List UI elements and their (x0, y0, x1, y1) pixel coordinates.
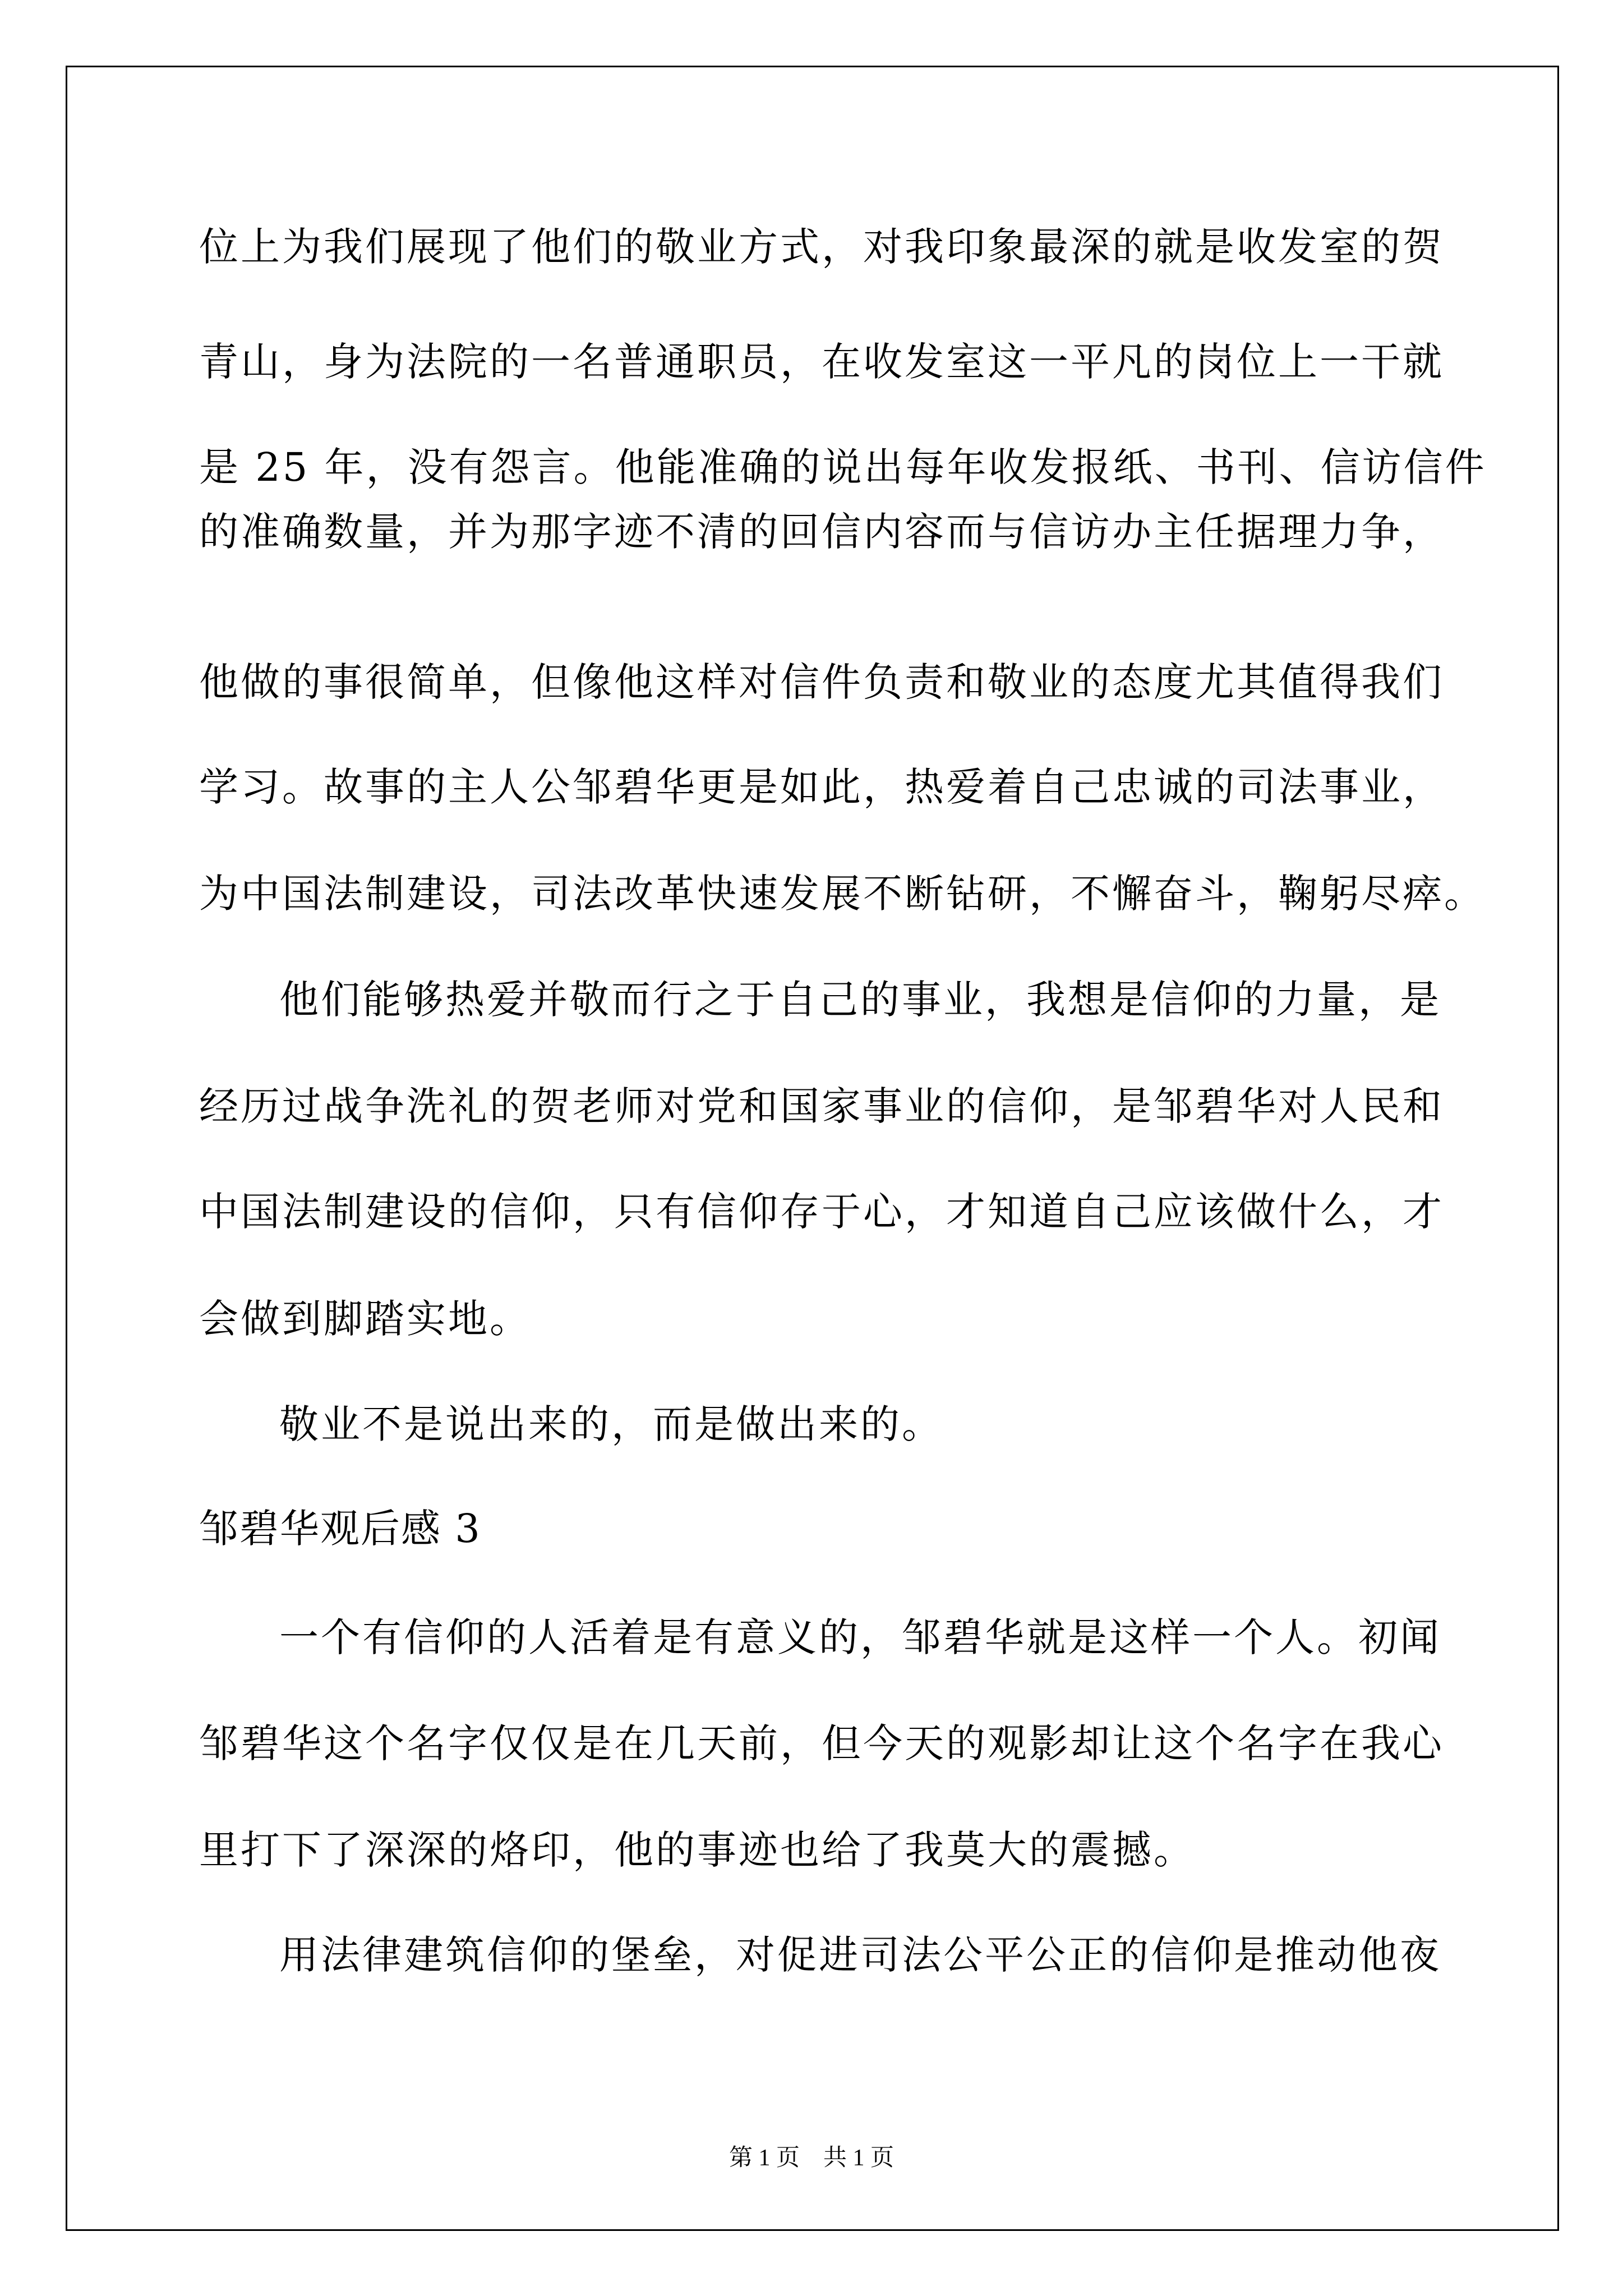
text-line: 学习。故事的主人公邹碧华更是如此，热爱着自己忠诚的司法事业， (199, 764, 1444, 810)
page-border (66, 66, 1559, 2231)
text-line: 会做到脚踏实地。 (199, 1296, 531, 1342)
text-line: 的准确数量，并为那字迹不清的回信内容而与信访办主任据理力争， (199, 509, 1444, 555)
paragraph-first-line: 一个有信仰的人活着是有意义的，邹碧华就是这样一个人。初闻 (279, 1614, 1441, 1660)
text-line: 经历过战争洗礼的贺老师对党和国家事业的信仰，是邹碧华对人民和 (199, 1083, 1444, 1129)
text-line: 是 25 年，没有怨言。他能准确的说出每年收发报纸、书刊、信访信件 (199, 444, 1487, 490)
text-line: 为中国法制建设，司法改革快速发展不断钻研，不懈奋斗，鞠躬尽瘁。 (199, 871, 1486, 917)
text-line: 邹碧华这个名字仅仅是在几天前，但今天的观影却让这个名字在我心 (199, 1720, 1444, 1766)
text-line: 中国法制建设的信仰，只有信仰存于心，才知道自己应该做什么，才 (199, 1189, 1444, 1235)
page-footer: 第 1 页 共 1 页 (728, 2145, 894, 2171)
paragraph-first-line: 他们能够热爱并敬而行之于自己的事业，我想是信仰的力量，是 (279, 977, 1441, 1023)
text-line: 位上为我们展现了他们的敬业方式，对我印象最深的就是收发室的贺 (199, 224, 1444, 270)
text-line: 他做的事很简单，但像他这样对信件负责和敬业的态度尤其值得我们 (199, 659, 1444, 705)
paragraph-first-line: 敬业不是说出来的，而是做出来的。 (279, 1401, 943, 1447)
text-line: 里打下了深深的烙印，他的事迹也给了我莫大的震撼。 (199, 1827, 1195, 1873)
text-line: 青山，身为法院的一名普通职员，在收发室这一平凡的岗位上一干就 (199, 339, 1444, 385)
section-heading: 邹碧华观后感 3 (199, 1506, 481, 1552)
paragraph-first-line: 用法律建筑信仰的堡垒，对促进司法公平公正的信仰是推动他夜 (279, 1932, 1441, 1978)
